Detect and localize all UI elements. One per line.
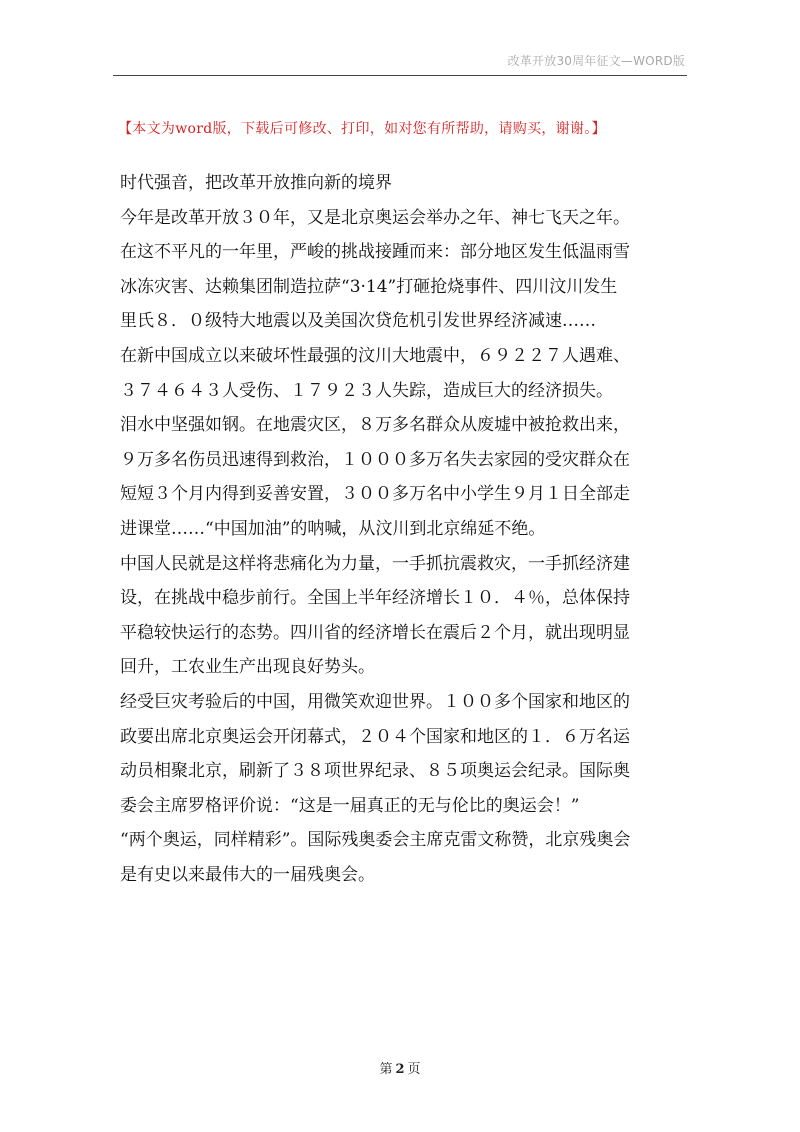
body-line: 在新中国成立以来破坏性最强的汶川大地震中，６９２２７人遇难、	[120, 345, 630, 366]
running-header: 改革开放30周年征文—WORD版	[507, 54, 685, 68]
body-line: 短短３个月内得到妥善安置，３００多万名中小学生９月１日全部走	[120, 484, 630, 505]
body-line: ９万多名伤员迅速得到救治，１０００多万名失去家园的受灾群众在	[120, 449, 630, 470]
header-divider	[113, 75, 687, 76]
download-notice: 【本文为word版，下载后可修改、打印，如对您有所帮助，请购买，谢谢。】	[118, 121, 606, 137]
body-line: 是有史以来最伟大的一届残奥会。	[120, 864, 375, 885]
body-line: 冰冻灾害、达赖集团制造拉萨“3·14”打砸抢烧事件、四川汶川发生	[120, 276, 618, 297]
body-line: 在这不平凡的一年里，严峻的挑战接踵而来：部分地区发生低温雨雪	[120, 242, 630, 263]
body-line: “两个奥运，同样精彩”。国际残奥委会主席克雷文称赞，北京残奥会	[120, 830, 631, 851]
footer-suffix: 页	[407, 1062, 421, 1077]
body-line: 里氏８．０级特大地震以及美国次贷危机引发世界经济减速……	[120, 311, 596, 332]
body-line: 回升，工农业生产出现良好势头。	[120, 657, 375, 678]
body-line: 动员相聚北京，刷新了３８项世界纪录、８５项奥运会纪录。国际奥	[120, 761, 630, 782]
document-title: 时代强音，把改革开放推向新的境界	[120, 173, 392, 193]
body-line: 经受巨灾考验后的中国，用微笑欢迎世界。１００多个国家和地区的	[120, 691, 630, 712]
page-number: 2	[395, 1062, 405, 1077]
page-footer	[0, 1058, 800, 1077]
footer-prefix: 第	[379, 1062, 393, 1077]
body-line: 中国人民就是这样将悲痛化为力量，一手抓抗震救灾，一手抓经济建	[120, 553, 630, 574]
body-line: 泪水中坚强如钢。在地震灾区，８万多名群众从废墟中被抢救出来，	[120, 415, 630, 436]
body-line: 平稳较快运行的态势。四川省的经济增长在震后２个月，就出现明显	[120, 622, 630, 643]
body-line: 政要出席北京奥运会开闭幕式，２０４个国家和地区的１．６万名运	[120, 726, 630, 747]
body-line: 进课堂……“中国加油”的呐喊，从汶川到北京绵延不绝。	[120, 518, 546, 539]
body-line: ３７４６４３人受伤、１７９２３人失踪，造成巨大的经济损失。	[120, 380, 613, 401]
body-line: 今年是改革开放３０年，又是北京奥运会举办之年、神七飞天之年。	[120, 207, 630, 228]
document-body	[120, 166, 686, 892]
body-line: 设，在挑战中稳步前行。全国上半年经济增长１０．４％，总体保持	[120, 588, 630, 609]
body-line: 委会主席罗格评价说：“这是一届真正的无与伦比的奥运会！”	[120, 795, 580, 816]
